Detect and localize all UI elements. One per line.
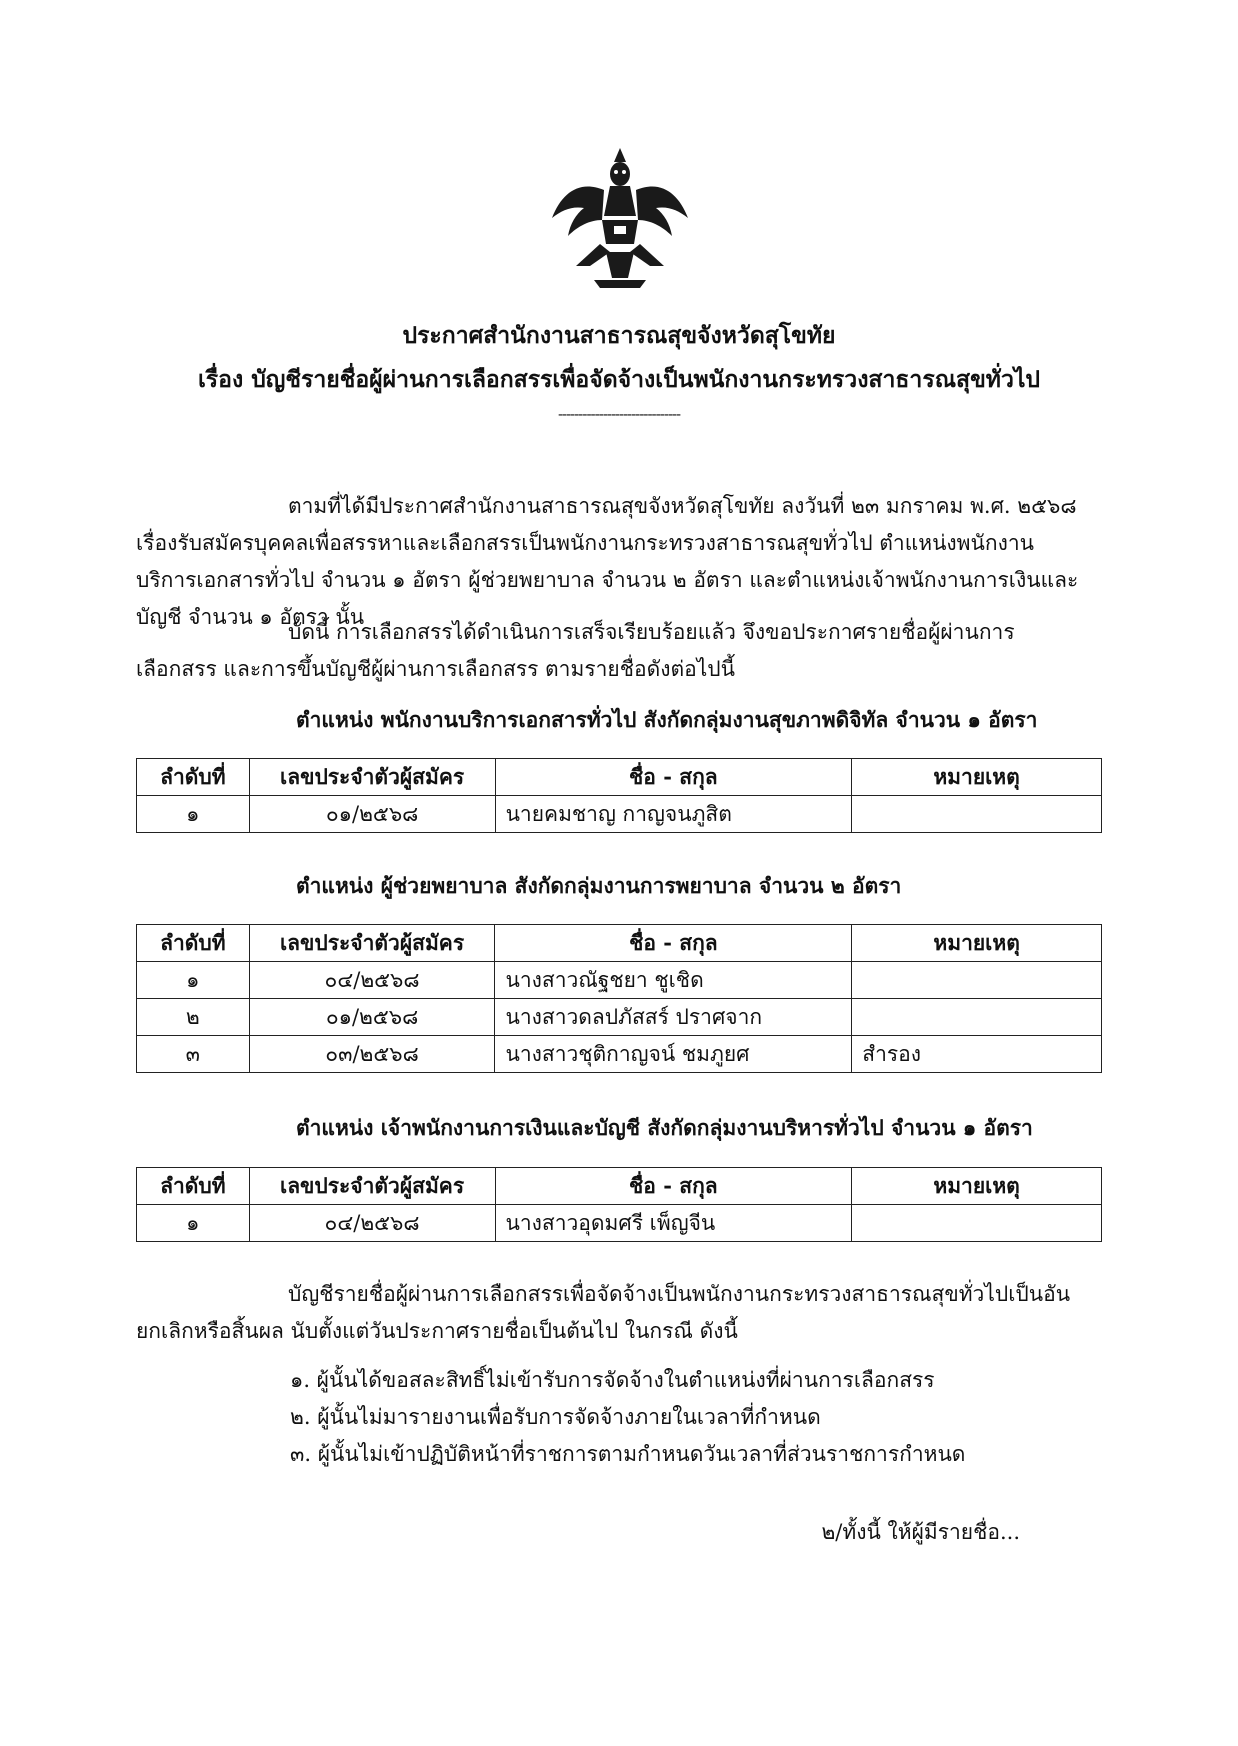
closing-paragraph: บัญชีรายชื่อผู้ผ่านการเลือกสรรเพื่อจัดจ้างเป็นพนักงานกระทรวงสาธารณสุขทั่วไปเป็นอันยกเลิกหรือสิ้นผล นับตั้งแต่วันประกาศรายชื่อเป็นต้นไป ในกรณี ดังนี้ xyxy=(136,1282,1071,1343)
table-header-row xyxy=(137,759,1102,796)
table-row xyxy=(137,962,1102,999)
col-name: ชื่อ - สกุล xyxy=(495,759,852,796)
candidate-table-1 xyxy=(136,758,1102,833)
col-name: ชื่อ - สกุล xyxy=(495,925,852,962)
announcement-subject: เรื่อง บัญชีรายชื่อผู้ผ่านการเลือกสรรเพื่อจัดจ้างเป็นพนักงานกระทรวงสาธารณสุขทั่วไป xyxy=(197,366,1041,393)
cell-order: ๑ xyxy=(137,1205,250,1242)
condition-item-2: ๒. ผู้นั้นไม่มารายงานเพื่อรับการจัดจ้างภายในเวลาที่กำหนด xyxy=(290,1405,821,1429)
table-row xyxy=(137,999,1102,1036)
cell-order: ๓ xyxy=(137,1036,250,1073)
cell-applicant-id: ๐๑/๒๕๖๘ xyxy=(249,796,495,833)
cell-remark xyxy=(852,796,1102,833)
col-applicant-id: เลขประจำตัวผู้สมัคร xyxy=(249,1168,495,1205)
cell-remark xyxy=(852,962,1102,999)
table-header-row xyxy=(137,925,1102,962)
cell-name: นางสาวชุติกาญจน์ ชมภูยศ xyxy=(495,1036,852,1073)
cell-remark xyxy=(852,1205,1102,1242)
cell-name: นางสาวณัฐชยา ชูเชิด xyxy=(495,962,852,999)
cell-applicant-id: ๐๓/๒๕๖๘ xyxy=(249,1036,495,1073)
cell-order: ๑ xyxy=(137,796,250,833)
col-remark: หมายเหตุ xyxy=(852,925,1102,962)
cell-applicant-id: ๐๔/๒๕๖๘ xyxy=(249,962,495,999)
cell-name: นางสาวดลปภัสสร์ ปราศจาก xyxy=(495,999,852,1036)
table-header-row xyxy=(137,1168,1102,1205)
cell-remark xyxy=(852,999,1102,1036)
cell-name: นางสาวอุดมศรี เพ็ญจีน xyxy=(495,1205,852,1242)
col-applicant-id: เลขประจำตัวผู้สมัคร xyxy=(249,925,495,962)
intro-paragraph-1: ตามที่ได้มีประกาศสำนักงานสาธารณสุขจังหวัดสุโขทัย ลงวันที่ ๒๓ มกราคม พ.ศ. ๒๕๖๘ เรื่องรับสมัครบุคคลเพื่อสรรหาและเลือกสรรเป็นพนักงานกระทรวงสาธารณสุขทั่วไป ตำแหน่งพนักงานบริการเอกสารทั่วไป จำนวน ๑ อัตรา ผู้ช่วยพยาบาล จำนวน ๒ อัตรา และตำแหน่งเจ้าพนักงานการเงินและบัญชี จำนวน ๑ อัตรา นั้น xyxy=(136,494,1079,629)
table-row xyxy=(137,1205,1102,1242)
candidate-table-2 xyxy=(136,924,1102,1073)
col-applicant-id: เลขประจำตัวผู้สมัคร xyxy=(249,759,495,796)
col-order: ลำดับที่ xyxy=(137,925,250,962)
page-continuation: ๒/ทั้งนี้ ให้ผู้มีรายชื่อ... xyxy=(821,1520,1020,1544)
col-order: ลำดับที่ xyxy=(137,1168,250,1205)
cell-order: ๒ xyxy=(137,999,250,1036)
candidate-table-3 xyxy=(136,1167,1102,1242)
announcement-title: ประกาศสำนักงานสาธารณสุขจังหวัดสุโขทัย xyxy=(402,322,836,349)
section-heading-3: ตำแหน่ง เจ้าพนักงานการเงินและบัญชี สังกัดกลุ่มงานบริหารทั่วไป จำนวน ๑ อัตรา xyxy=(296,1115,1033,1140)
condition-item-1: ๑. ผู้นั้นได้ขอสละสิทธิ์ไม่เข้ารับการจัดจ้างในตำแหน่งที่ผ่านการเลือกสรร xyxy=(290,1368,935,1392)
table-row xyxy=(137,796,1102,833)
cell-applicant-id: ๐๑/๒๕๖๘ xyxy=(249,999,495,1036)
col-order: ลำดับที่ xyxy=(137,759,250,796)
section-heading-1: ตำแหน่ง พนักงานบริการเอกสารทั่วไป สังกัดกลุ่มงานสุขภาพดิจิทัล จำนวน ๑ อัตรา xyxy=(296,707,1038,732)
cell-remark: สำรอง xyxy=(852,1036,1102,1073)
title-separator: ------------------------------ xyxy=(557,405,681,423)
condition-item-3: ๓. ผู้นั้นไม่เข้าปฏิบัติหน้าที่ราชการตามกำหนดวันเวลาที่ส่วนราชการกำหนด xyxy=(290,1442,966,1466)
cell-name: นายคมชาญ กาญจนภูสิต xyxy=(495,796,852,833)
col-name: ชื่อ - สกุล xyxy=(495,1168,852,1205)
section-heading-2: ตำแหน่ง ผู้ช่วยพยาบาล สังกัดกลุ่มงานการพยาบาล จำนวน ๒ อัตรา xyxy=(296,873,902,898)
cell-order: ๑ xyxy=(137,962,250,999)
col-remark: หมายเหตุ xyxy=(852,1168,1102,1205)
cell-applicant-id: ๐๔/๒๕๖๘ xyxy=(249,1205,495,1242)
garuda-emblem xyxy=(540,140,700,300)
table-row xyxy=(137,1036,1102,1073)
intro-paragraph-2: บัดนี้ การเลือกสรรได้ดำเนินการเสร็จเรียบร้อยแล้ว จึงขอประกาศรายชื่อผู้ผ่านการเลือกสรร และการขึ้นบัญชีผู้ผ่านการเลือกสรร ตามรายชื่อดังต่อไปนี้ xyxy=(136,620,1015,681)
col-remark: หมายเหตุ xyxy=(852,759,1102,796)
